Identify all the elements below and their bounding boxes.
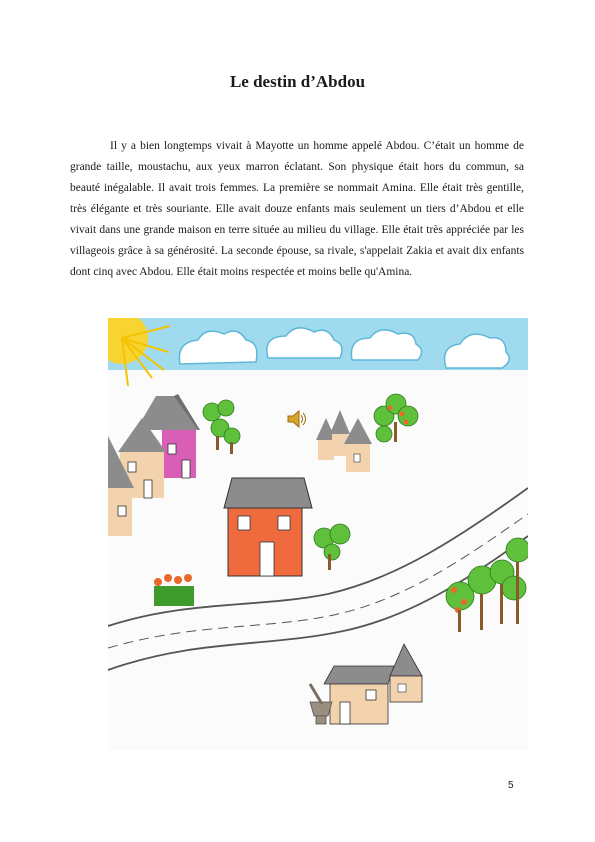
village-illustration [108, 318, 528, 750]
speaker-icon[interactable] [286, 408, 308, 430]
main-house [224, 478, 312, 576]
document-title: Le destin d’Abdou [229, 72, 366, 91]
story-paragraph: Il y a bien longtemps vivait à Mayotte un homme appelé Abdou. C’était un homme de grande taille, moustachu, aux yeux marron éclatant. Son physique était hors du commun, sa beauté inégalable. Il avait trois femmes. La première se nommait Amina. Elle était très gentille, très élégante et très souriante. Elle avait douze enfants mais seulement un tiers d’Abdou et elle vivait dans une grande maison en terre située au milieu du village. Elle était très appréciée par les villageois grâce à sa générosité. La seconde épouse, sa rivale, s'appelait Zakia et avait dix enfants dont cinq avec Abdou. Elle était moins respectée et moins belle qu'Amina. [70, 140, 524, 278]
page-number: 5 [508, 780, 514, 791]
